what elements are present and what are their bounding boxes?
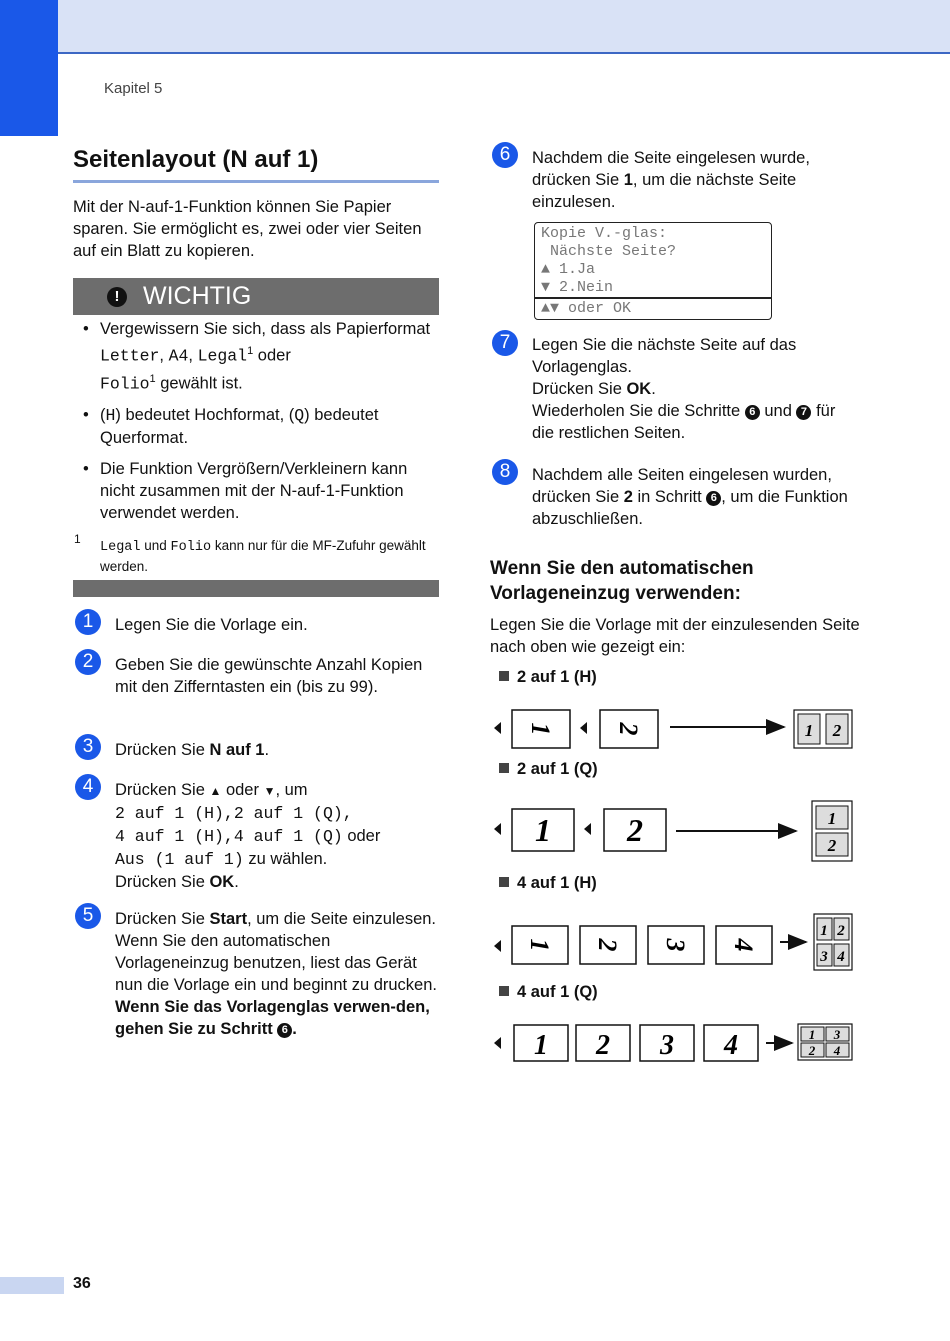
warning-bullet-2: • (H) bedeutet Hochformat, (Q) bedeutet Querformat. <box>83 404 435 449</box>
exclamation-icon: ! <box>107 287 127 307</box>
step-2-badge: 2 <box>75 649 101 675</box>
step-8-badge: 8 <box>492 459 518 485</box>
step-5-badge: 5 <box>75 903 101 929</box>
warning-title: WICHTIG <box>143 282 252 310</box>
page-1-label: 1 <box>526 722 555 736</box>
section-intro: Mit der N-auf-1-Funktion können Sie Papier sparen. Sie ermöglicht es, zwei oder vier Seiten auf ein Blatt zu kopieren. <box>73 198 422 260</box>
chapter-label: Kapitel 5 <box>104 80 163 97</box>
lcd-separator <box>535 297 771 299</box>
step-6-badge: 6 <box>492 142 518 168</box>
step-8-text: Nachdem alle Seiten eingelesen wurden, drücken Sie 2 in Schritt 6 , um die Funktion abzuschließen. <box>532 466 848 528</box>
page-number: 36 <box>73 1275 91 1292</box>
step-3-text: Drücken Sie N auf 1. <box>115 741 270 759</box>
feed-arrow-icon <box>494 823 501 835</box>
feed-arrow-icon <box>580 722 587 734</box>
warning-bullet-3: • Die Funktion Vergrößern/Verkleinern kann nicht zusammen mit der N-auf-1-Funktion verwendet werden. <box>83 458 435 524</box>
lcd-line-2: Nächste Seite? <box>541 243 677 260</box>
footer-band <box>0 1277 64 1294</box>
page-2-label: 2 <box>627 812 643 848</box>
svg-text:1: 1 <box>525 938 554 952</box>
section-title: Seitenlayout (N auf 1) <box>73 146 319 173</box>
title-underline <box>73 180 439 183</box>
svg-text:4: 4 <box>729 938 758 952</box>
footnote-number: 1 <box>74 532 81 546</box>
lcd-display <box>534 222 772 320</box>
svg-text:3: 3 <box>660 1030 674 1061</box>
svg-text:4: 4 <box>833 1043 841 1058</box>
chapter-tab <box>0 0 58 136</box>
svg-text:1: 1 <box>808 1027 816 1042</box>
step-4-badge: 4 <box>75 774 101 800</box>
adf-intro: Legen Sie die Vorlage mit der einzulesenden Seite nach oben wie gezeigt ein: <box>490 616 860 656</box>
feed-arrow-icon <box>494 940 501 952</box>
step-4-text: Drücken Sie ▲ oder ▼, um 2 auf 1 (H),2 auf 1 (Q), 4 auf 1 (H),4 auf 1 (Q) oder Aus (1 auf 1) zu wählen. Drücken Sie OK. <box>115 781 381 891</box>
step-ref-6: 6 <box>745 405 760 420</box>
diagram-2in1-landscape <box>494 801 852 861</box>
layout-4in1-landscape-heading: 4 auf 1 (Q) <box>499 983 598 1002</box>
diagram-4in1-landscape <box>494 1024 852 1061</box>
lcd-line-3: ▲ 1.Ja <box>541 261 596 278</box>
svg-text:4: 4 <box>837 949 845 965</box>
svg-text:3: 3 <box>820 949 828 965</box>
svg-text:2: 2 <box>827 836 837 855</box>
svg-text:1: 1 <box>804 721 814 740</box>
feed-arrow-icon <box>584 823 591 835</box>
diagram-4in1-portrait <box>494 914 852 970</box>
step-7-text: Legen Sie die nächste Seite auf das Vorlagenglas. Drücken Sie OK. Wiederholen Sie die Schritte 6 und 7 für die restlichen Seiten. <box>532 336 836 442</box>
step-1-text: Legen Sie die Vorlage ein. <box>115 616 308 634</box>
svg-text:2: 2 <box>808 1043 816 1058</box>
diagram-2in1-portrait <box>494 710 852 748</box>
step-ref-6: 6 <box>277 1023 292 1038</box>
lcd-line-5: ▲▼ oder OK <box>541 300 632 317</box>
layout-2in1-portrait-heading: 2 auf 1 (H) <box>499 668 597 687</box>
lcd-line-4: ▼ 2.Nein <box>541 279 614 296</box>
page-2-label: 2 <box>614 722 643 736</box>
page-1-label: 1 <box>535 812 551 848</box>
step-ref-6: 6 <box>706 491 721 506</box>
step-2-text: Geben Sie die gewünschte Anzahl Kopien mit den Zifferntasten ein (bis zu 99). <box>115 656 423 696</box>
square-bullet-icon <box>499 671 509 681</box>
layout-4in1-portrait-heading: 4 auf 1 (H) <box>499 874 597 893</box>
warning-bullets <box>83 318 435 524</box>
step-7-badge: 7 <box>492 330 518 356</box>
step-6-text: Nachdem die Seite eingelesen wurde, drücken Sie 1, um die nächste Seite einzulesen. <box>532 149 810 211</box>
svg-text:3: 3 <box>661 938 690 952</box>
svg-text:2: 2 <box>832 721 842 740</box>
step-1-badge: 1 <box>75 609 101 635</box>
svg-text:1: 1 <box>534 1030 548 1061</box>
svg-text:2: 2 <box>596 1030 610 1061</box>
step-3-badge: 3 <box>75 734 101 760</box>
adf-heading: Wenn Sie den automatischen Vorlageneinzug verwenden: <box>490 558 754 604</box>
feed-arrow-icon <box>494 722 501 734</box>
svg-text:2: 2 <box>837 923 845 939</box>
svg-text:4: 4 <box>724 1030 738 1061</box>
layout-2in1-landscape-heading: 2 auf 1 (Q) <box>499 760 598 779</box>
warning-end-bar <box>73 580 439 597</box>
feed-arrow-icon <box>494 1037 501 1049</box>
footnote-text: Legal und Folio kann nur für die MF-Zufuhr gewählt werden. <box>100 538 426 574</box>
step-5-text: Drücken Sie Start, um die Seite einzulesen. Wenn Sie den automatischen Vorlageneinzug benutzen, liest das Gerät nun die Vorlage ein und beginnt zu drucken. Wenn Sie das Vorlagenglas verwen-den, gehen Sie zu Schritt 6 . <box>115 910 437 1038</box>
svg-text:1: 1 <box>827 809 837 828</box>
svg-text:2: 2 <box>593 938 622 952</box>
warning-bullet-1: • Vergewissern Sie sich, dass als Papierformat Letter, A4, Legal$^1$ oder Folio$^1$ gewählt ist. <box>83 318 435 395</box>
svg-text:1: 1 <box>820 923 828 939</box>
step-ref-7: 7 <box>796 405 811 420</box>
header-band <box>0 0 950 54</box>
layout-illustrations <box>488 700 868 1080</box>
svg-text:3: 3 <box>833 1027 841 1042</box>
lcd-line-1: Kopie V.-glas: <box>541 225 668 242</box>
warning-header <box>73 278 439 315</box>
